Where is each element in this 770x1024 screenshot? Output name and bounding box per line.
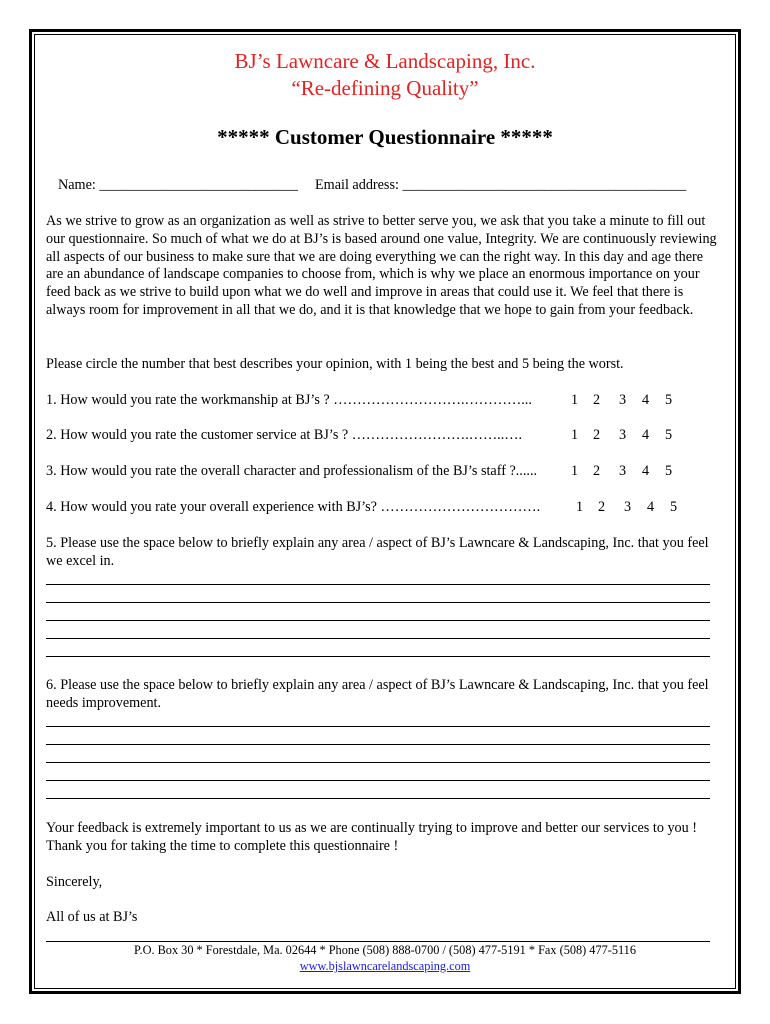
email-field[interactable]: Email address: ________________________________________ <box>315 177 687 193</box>
q3-score-5[interactable]: 5 <box>665 463 673 479</box>
question-2-text: 2. How would you rate the customer service at BJ’s ? …………………….……..…. <box>46 427 522 443</box>
q4-score-5[interactable]: 5 <box>670 499 678 515</box>
q2-score-4[interactable]: 4 <box>642 427 650 443</box>
q3-score-1[interactable]: 1 <box>571 463 579 479</box>
answer-6-line-2[interactable] <box>46 744 710 745</box>
q2-score-2[interactable]: 2 <box>593 427 601 443</box>
answer-5-line-2[interactable] <box>46 602 710 603</box>
answer-5-line-4[interactable] <box>46 638 710 639</box>
q4-score-4[interactable]: 4 <box>647 499 655 515</box>
q3-score-2[interactable]: 2 <box>593 463 601 479</box>
rating-instructions: Please circle the number that best describes your opinion, with 1 being the best and 5 being the worst. <box>46 356 624 372</box>
q1-score-5[interactable]: 5 <box>665 392 673 408</box>
sincerely-text: Sincerely, <box>46 874 103 890</box>
closing-paragraph: Your feedback is extremely important to us as we are continually trying to improve and better our services to you ! Thank you for taking the time to complete this questionnaire ! <box>46 820 698 854</box>
q2-score-3[interactable]: 3 <box>619 427 627 443</box>
intro-paragraph: As we strive to grow as an organization as well as strive to better serve you, we ask that you take a minute to fill out our questionnaire. So much of what we do at BJ’s is based around one value, Integrity. We are continuously reviewing all aspects of our business to make sure that we are doing everything we can the right way. In this day and age there are an abundance of landscape companies to choose from, which is why we place an enormous importance on your feed back as we strive to build upon what we do well and improve in areas that could use it. We feel that there is always room for improvement in all that we do, and it is that knowledge that we hope to gain from your feedback. <box>46 213 717 318</box>
question-5-text: 5. Please use the space below to briefly explain any area / aspect of BJ’s Lawncare & Landscaping, Inc. that you feel we excel in. <box>46 535 709 569</box>
company-name: BJ’s Lawncare & Landscaping, Inc. <box>234 49 536 73</box>
answer-5-line-1[interactable] <box>46 584 710 585</box>
footer-divider <box>46 941 710 942</box>
answer-6-line-1[interactable] <box>46 726 710 727</box>
q1-score-1[interactable]: 1 <box>571 392 579 408</box>
q4-score-2[interactable]: 2 <box>598 499 606 515</box>
name-field[interactable]: Name: ____________________________ <box>58 177 298 193</box>
question-3-text: 3. How would you rate the overall character and professionalism of the BJ’s staff ?...... <box>46 463 538 479</box>
answer-5-line-3[interactable] <box>46 620 710 621</box>
company-slogan: “Re-defining Quality” <box>291 76 479 100</box>
q1-score-2[interactable]: 2 <box>593 392 601 408</box>
question-6-text: 6. Please use the space below to briefly explain any area / aspect of BJ’s Lawncare & Landscaping, Inc. that you feel needs improvement. <box>46 677 709 711</box>
footer-website <box>0 959 770 974</box>
answer-6-line-3[interactable] <box>46 762 710 763</box>
q1-score-3[interactable]: 3 <box>619 392 627 408</box>
q3-score-3[interactable]: 3 <box>619 463 627 479</box>
answer-6-line-5[interactable] <box>46 798 710 799</box>
page-title: ***** Customer Questionnaire ***** <box>217 125 553 149</box>
question-1-text: 1. How would you rate the workmanship at BJ’s ? ……………………….…………... <box>46 392 532 408</box>
answer-6-line-4[interactable] <box>46 780 710 781</box>
footer-address: P.O. Box 30 * Forestdale, Ma. 02644 * Phone (508) 888-0700 / (508) 477-5191 * Fax (508) 477-5116 <box>134 943 636 957</box>
q4-score-1[interactable]: 1 <box>576 499 584 515</box>
website-link[interactable]: www.bjslawncarelandscaping.com <box>299 959 471 973</box>
signoff-text: All of us at BJ’s <box>46 909 138 925</box>
q2-score-5[interactable]: 5 <box>665 427 673 443</box>
q2-score-1[interactable]: 1 <box>571 427 579 443</box>
q3-score-4[interactable]: 4 <box>642 463 650 479</box>
question-4-text: 4. How would you rate your overall experience with BJ’s? ……………………………. <box>46 499 541 515</box>
q1-score-4[interactable]: 4 <box>642 392 650 408</box>
answer-5-line-5[interactable] <box>46 656 710 657</box>
q4-score-3[interactable]: 3 <box>624 499 632 515</box>
